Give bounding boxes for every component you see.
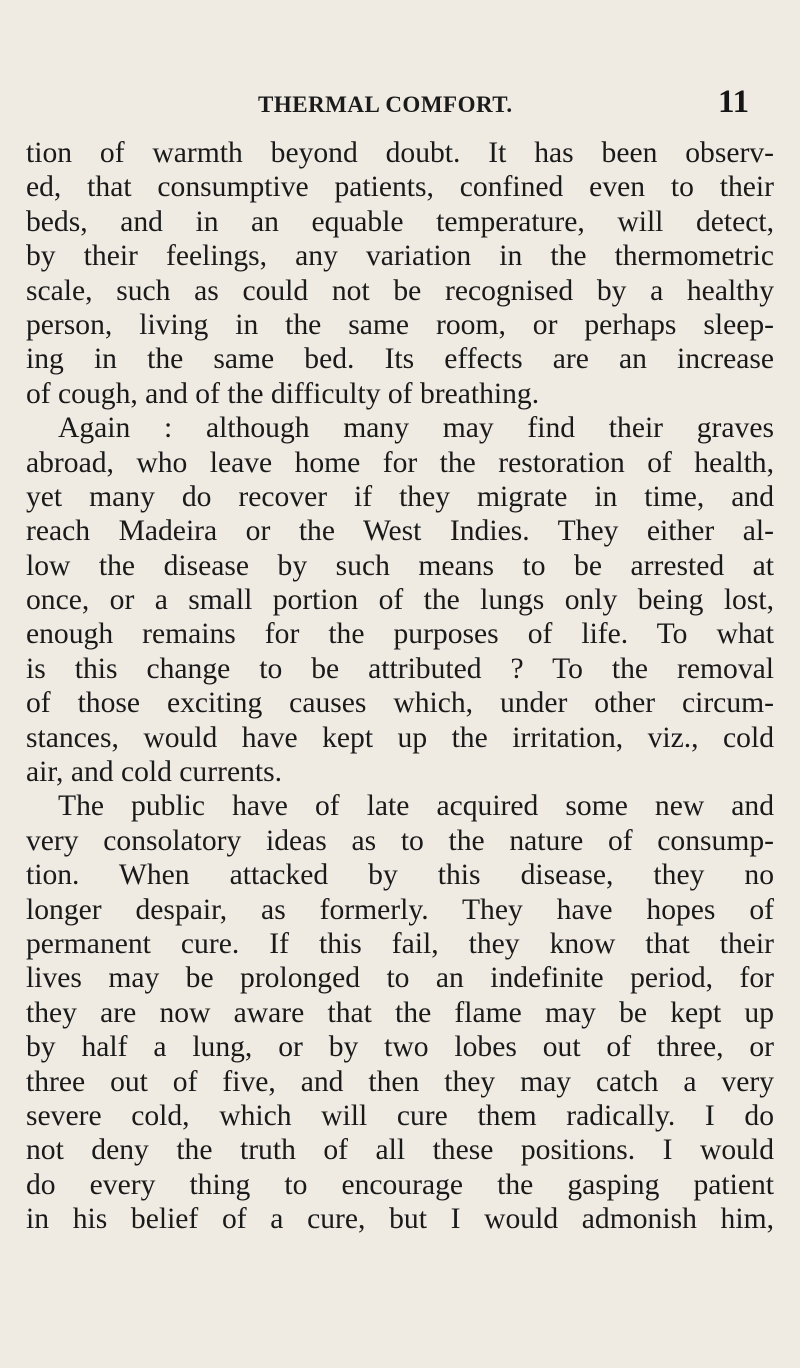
page-number: 11 xyxy=(718,84,750,120)
text-line: tion. When attacked by this disease, they no xyxy=(26,859,774,892)
text-line: do every thing to encourage the gasping patient xyxy=(26,1168,774,1201)
text-line: not deny the truth of all these positions. I would xyxy=(26,1134,774,1167)
text-line: very consolatory ideas as to the nature of consump- xyxy=(26,824,774,857)
text-line: is this change to be attributed ? To the removal xyxy=(26,652,774,685)
text-line: ing in the same bed. Its effects are an increase xyxy=(26,343,774,376)
text-line: three out of five, and then they may catch a very xyxy=(26,1065,774,1098)
text-line: beds, and in an equable temperature, will detect, xyxy=(26,205,774,238)
running-head xyxy=(0,84,800,124)
text-line: The public have of late acquired some new and xyxy=(58,790,774,823)
text-line: in his belief of a cure, but I would admonish him, xyxy=(26,1203,774,1236)
text-line: once, or a small portion of the lungs only being lost, xyxy=(26,584,774,617)
text-line: stances, would have kept up the irritation, viz., cold xyxy=(26,721,774,754)
text-line: reach Madeira or the West Indies. They either al- xyxy=(26,515,774,548)
text-line: low the disease by such means to be arrested at xyxy=(26,549,774,582)
text-line: of cough, and of the difficulty of breathing. xyxy=(26,377,540,410)
text-line: ed, that consumptive patients, confined even to their xyxy=(26,171,774,204)
text-line: Again : although many may find their graves xyxy=(58,412,774,445)
running-title: THERMAL COMFORT. xyxy=(258,92,513,117)
text-line: severe cold, which will cure them radically. I do xyxy=(26,1099,774,1132)
text-line: air, and cold currents. xyxy=(26,756,283,789)
body-text xyxy=(26,136,774,1237)
text-line: yet many do recover if they migrate in time, and xyxy=(26,480,774,513)
text-line: tion of warmth beyond doubt. It has been observ- xyxy=(26,137,774,169)
text-line: by half a lung, or by two lobes out of three, or xyxy=(26,1031,774,1064)
text-line: they are now aware that the flame may be kept up xyxy=(26,996,774,1029)
text-line: abroad, who leave home for the restoration of health, xyxy=(26,446,774,479)
text-line: person, living in the same room, or perhaps sleep- xyxy=(26,308,774,341)
text-line: of those exciting causes which, under other circum- xyxy=(26,687,774,720)
text-line: enough remains for the purposes of life. To what xyxy=(26,618,774,651)
text-line: longer despair, as formerly. They have hopes of xyxy=(26,893,774,926)
text-line: by their feelings, any variation in the thermometric xyxy=(26,240,774,273)
text-line: lives may be prolonged to an indefinite period, for xyxy=(26,962,774,995)
text-line: permanent cure. If this fail, they know that their xyxy=(26,927,774,960)
text-line: scale, such as could not be recognised by a healthy xyxy=(26,274,774,307)
